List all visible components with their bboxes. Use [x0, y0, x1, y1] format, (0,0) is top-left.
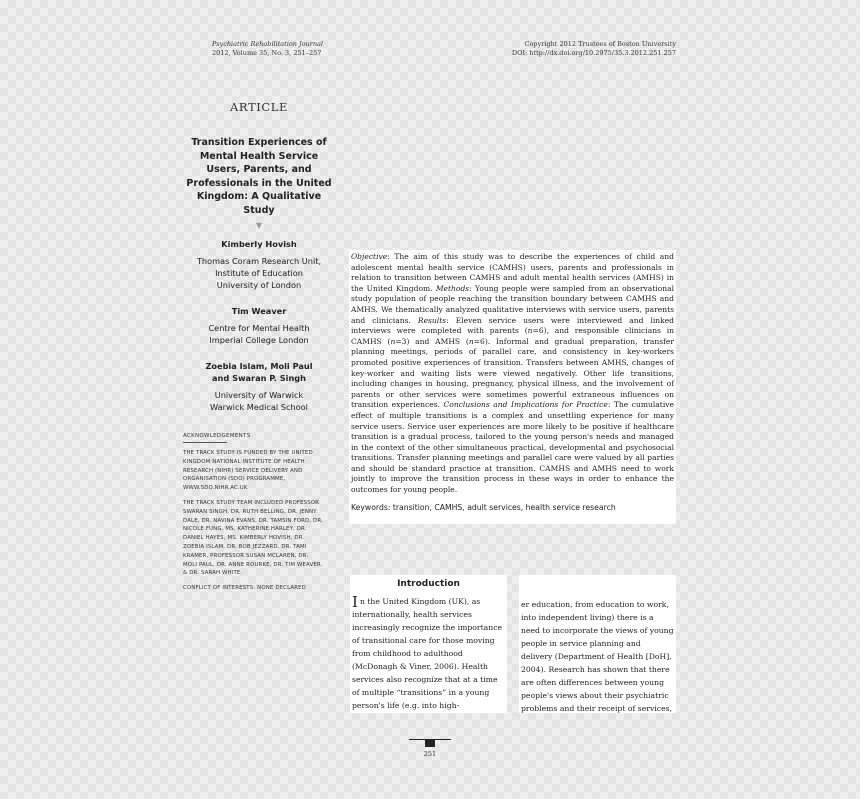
keywords: Keywords: transition, CAMHS, adult services, health service research: [351, 502, 616, 512]
conflict-statement: CONFLICT OF INTERESTS: NONE DECLARED: [183, 585, 306, 592]
introduction-column-left: [350, 575, 507, 713]
introduction-text: [352, 595, 505, 712]
abstract-results-label: Results: [417, 315, 447, 325]
author-affiliation: [183, 255, 335, 291]
abstract-methods: : Young people were sampled from an observational study population of people reaching the transition boundary between CAMHS and AMHS. We thematically analyzed qualitative interviews with service users, parents and clinicians.: [351, 283, 674, 325]
abstract-conclusions-label: Conclusions and Implications for Practice: [443, 400, 608, 410]
affiliation-line: University of Warwick: [214, 390, 304, 400]
affiliation-line: Imperial College London: [209, 335, 309, 345]
abstract-results: =6), and responsible clinicians in CAMHS (: [351, 326, 674, 346]
abstract-results: : Eleven service users were interviewed and linked interviews were completed with parents (: [351, 315, 675, 336]
abstract-results: =3) and AMHS (: [395, 336, 469, 346]
affiliation-line: Thomas Coram Research Unit,: [196, 256, 322, 266]
author-name: Tim Weaver: [231, 306, 287, 316]
title-divider-icon: ▼: [255, 221, 263, 230]
copyright-notice: Copyright 2012 Trustees of Boston University: [524, 40, 676, 48]
drop-cap: I: [352, 593, 358, 611]
doi-link[interactable]: DOI: http://dx.doi.org/10.2975/35.3.2012.251.257: [511, 49, 676, 57]
abstract-results: =6). Informal and gradual preparation, transfer planning meetings, periods of parallel care, and consistency in key-workers promoted positive experiences of transition. Transfers between AMHS, changes of key-worker and waiting lists were viewed negatively. Other life transitions, including changes in housing, pregnancy, physical illness, and the involvement of parents or other services were sometimes powerful extraneous influences on transition experiences.: [351, 336, 674, 410]
article-type-label: ARTICLE: [229, 100, 288, 114]
abstract-methods-label: Methods: [435, 283, 470, 293]
introduction-right-text: er education, from education to work, into independent living) there is a need to incorporate the views of young people in service planning and delivery (Department of Health [DoH], 2004). Research has shown that there are often differences between young people's views about their psychiatric problems and their receipt of services,: [521, 600, 674, 713]
page-number: 251: [423, 750, 437, 758]
affiliation-line: Institute of Education: [215, 268, 303, 278]
abstract-text: [351, 252, 674, 496]
abstract-box: [349, 250, 676, 524]
funding-statement: THE TRACK STUDY IS FUNDED BY THE UNITED KINGDOM NATIONAL INSTITUTE OF HEALTH RESEARCH (NIHR) SERVICE DELIVERY AND ORGANISATION (SDO) PROGRAMME, WWW.SDO.NIHR.AC.UK: [183, 450, 313, 492]
journal-volume: 2012, Volume 35, No. 3, 251–257: [212, 49, 322, 57]
n-symbol: n: [390, 336, 396, 346]
footer-square-icon: [425, 739, 435, 747]
introduction-column-right: [519, 575, 676, 713]
introduction-left-text: n the United Kingdom (UK), as internationally, health services increasingly recognize the importance of transitional care for those moving from childhood to adulthood (McDonagh & Viner, 2006). Health services also recognize that at a time of multiple “transitions” in a young person's life (e.g. into high-: [352, 597, 503, 710]
acknowledgements: [183, 433, 323, 599]
article-title: Transition Experiences of Mental Health Service Users, Parents, and Professionals in the United Kingdom: A Qualitative Study: [186, 137, 332, 216]
author-name: Kimberly Hovish: [221, 239, 297, 249]
author-affiliation: [183, 389, 335, 413]
team-statement: THE TRACK STUDY TEAM INCLUDED PROFESSOR SWARAN SINGH, DR. RUTH BELLING, DR. JENNY DALE, DR. NAVINA EVANS, DR. TAMSIN FORD, DR. NICOLE FUNG, MS. KATHERINE HARLEY, DR. DANIEL HAYES, MS. KIMBERLY HOVISH, DR. ZOEBIA ISLAM, DR. BOB JEZZARD, DR. TAMI KRAMER, PROFESSOR SUSAN MCLAREN, DR. MOLI PAUL, DR. ANNE ROURKE, DR. TIM WEAVER, & DR. SARAH WHITE.: [183, 499, 323, 577]
acknowledgements-heading: ACKNOWLEDGEMENTS: [183, 433, 251, 439]
abstract-conclusions: : The cumulative effect of multiple transitions is a complex and unsettling experience for many service users. Service user experiences are more likely to be positive if healthcare transition is a gradual process, tailored to the young person's needs and managed in the context of the other simultaneous practical, developmental and psychosocial transitions. Transfer planning meetings and parallel care were valued by all parties and should be standard practice at transition. CAMHS and AMHS need to work jointly to improve the transition process in these ways in order to enhance the outcomes for young people.: [351, 400, 674, 495]
introduction-heading: Introduction: [397, 579, 460, 589]
author-name: Zoebia Islam, Moli Paul and Swaran P. Singh: [205, 361, 313, 383]
copyright-block: [512, 40, 676, 58]
abstract-objective: : The aim of this study was to describe the experiences of child and adolescent mental health service (CAMHS) users, parents and professionals in relation to transition between CAMHS and adult mental health services (AMHS) in the United Kingdom.: [351, 252, 674, 293]
article-header: [183, 100, 335, 413]
journal-citation: [212, 40, 323, 58]
affiliation-line: Centre for Mental Health: [208, 323, 310, 333]
n-symbol: n: [527, 326, 533, 336]
affiliation-line: Warwick Medical School: [210, 402, 308, 412]
acknowledgements-rule: [183, 442, 227, 443]
author-affiliation: [183, 322, 335, 346]
affiliation-line: University of London: [216, 280, 302, 290]
n-symbol: n: [468, 336, 474, 346]
journal-name: Psychiatric Rehabilitation Journal: [212, 40, 323, 48]
abstract-objective-label: Objective: [351, 252, 388, 261]
